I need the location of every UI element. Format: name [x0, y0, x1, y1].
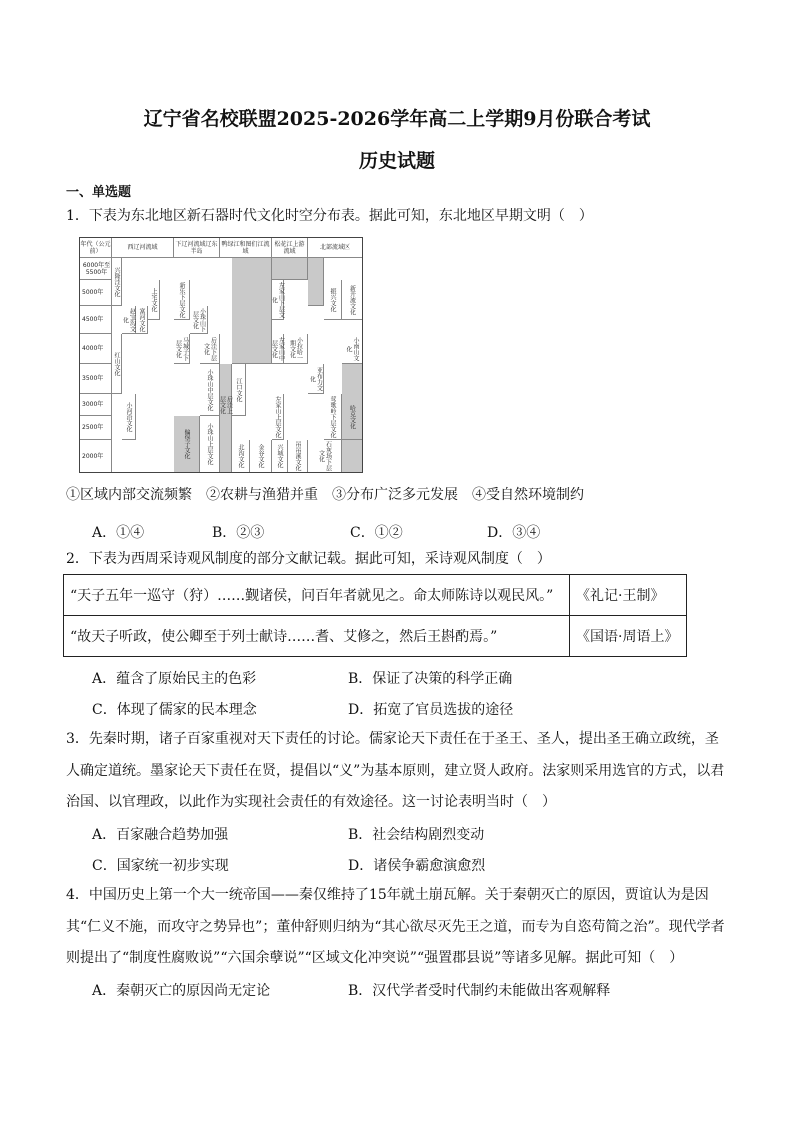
culture-label: 红山文化: [112, 334, 122, 394]
quote-cell: “天子五年一巡守（狩）……觐诸侯，问百年者就见之。命太师陈诗以观民风。”: [64, 575, 570, 616]
q3-option-b[interactable]: B．社会结构剧烈变动: [348, 827, 485, 843]
culture-label: 赵宝沟文化: [122, 306, 136, 334]
q2-option-b[interactable]: B．保证了决策的科学正确: [348, 671, 513, 687]
year-label: 4500年: [80, 306, 112, 334]
source-cell: 《国语·周语上》: [570, 616, 687, 657]
shaded-block: [220, 364, 232, 472]
question-1-statements: ①区域内部交流频繁 ②农耕与渔猎并重 ③分布广泛多元发展 ④受自然环境制约: [66, 487, 584, 503]
culture-label: 小珠山上层文化: [200, 416, 220, 472]
year-label: 3000年: [80, 394, 112, 416]
region-header: 西辽河流域: [112, 238, 174, 258]
shaded-block: [232, 258, 272, 364]
question-4-line: 4．中国历史上第一个大一统帝国——秦仅维持了15年就土崩瓦解。关于秦朝灭亡的原因，贾谊认为是因: [66, 887, 709, 903]
q1-option-d[interactable]: D．③④: [487, 525, 541, 541]
culture-label: 小拉哈一期文化: [284, 334, 308, 364]
table-row: [64, 575, 687, 616]
question-2-stem: 2．下表为西周采诗观风制度的部分文献记载。据此可知，采诗观风制度（ ）: [66, 551, 551, 567]
question-3-line: 治国、以官理政，以此作为实现社会责任的有效途径。这一讨论表明当时（ ）: [66, 794, 556, 810]
year-label: 4000年: [80, 334, 112, 364]
q3-option-a[interactable]: A．百家融合趋势加强: [92, 827, 229, 843]
culture-label: 左家山中层文化: [272, 334, 284, 364]
year-label: 2500年: [80, 416, 112, 440]
question-3-line: 人确定道统。墨家论天下责任在贤，提倡以“义”为基本原则，建立贤人政府。法家则采用选官的方式，以君: [66, 763, 725, 779]
culture-label: 金谷文化: [250, 440, 272, 472]
quote-cell: “故天子听政，使公卿至于列士献诗……耆、艾修之，然后王斟酌焉。”: [64, 616, 570, 657]
year-label: 5000年: [80, 280, 112, 306]
q3-option-d[interactable]: D．诸侯争霸愈演愈烈: [348, 858, 486, 874]
culture-label: 小南山文化: [342, 334, 362, 364]
question-4-line: 则提出了“制度性腐败说”“六国余孽说”“区域文化冲突说”“强置郡县说”等诸多见解。据此可知（ ）: [66, 950, 684, 966]
culture-label: 亚布力文化: [308, 364, 324, 394]
q1-option-a[interactable]: A．①④: [92, 525, 145, 541]
shaded-block: [272, 258, 308, 280]
year-label: 3500年: [80, 364, 112, 394]
culture-label: 小河沿文化: [122, 394, 136, 440]
culture-label: 小珠山中层文化: [200, 364, 220, 416]
question-3-line: 3．先秦时期，诸子百家重视对天下责任的讨论。儒家论天下责任在于圣王、圣人，提出圣王确立政统，圣: [66, 731, 719, 747]
region-header: 鸭绿江和图们江流域: [220, 238, 272, 258]
culture-label: 吊吊溪文化: [288, 440, 308, 472]
table-row: [64, 616, 687, 657]
culture-label: 莺歌岭下层文化: [324, 394, 342, 440]
q3-option-c[interactable]: C．国家统一初步实现: [92, 858, 229, 874]
source-cell: 《礼记·王制》: [570, 575, 687, 616]
q4-option-b[interactable]: B．汉代学者受时代制约未能做出客观解释: [348, 983, 611, 999]
region-header: 北部流域区: [308, 238, 362, 258]
q2-option-d[interactable]: D．拓宽了官员选拔的途径: [348, 702, 514, 718]
q4-option-a[interactable]: A．秦朝灭亡的原因尚无定论: [92, 983, 271, 999]
shaded-block: [308, 258, 324, 306]
culture-label: 振兴文化: [324, 280, 342, 320]
culture-label: 兴城文化: [272, 440, 288, 472]
culture-label: 左家山下层文化: [272, 280, 284, 320]
section-heading: 一、单选题: [66, 185, 132, 200]
culture-label: 小珠山下层文化: [190, 306, 208, 334]
year-header: 年代（公元前）: [80, 238, 112, 258]
culture-label: 石灰场下层文化: [308, 440, 342, 472]
q2-option-a[interactable]: A．蕴含了原始民主的色彩: [92, 671, 257, 687]
culture-label: 偏堡子文化: [174, 416, 200, 472]
question-1-stem: 1．下表为东北地区新石器时代文化时空分布表。据此可知，东北地区早期文明（ ）: [66, 208, 593, 224]
question-4-line: 其“仁义不施，而攻守之势异也”；董仲舒则归纳为“其心欲尽灭先王之道，而专为自恣苟简之治”。现代学者: [66, 919, 725, 935]
exam-subtitle: 历史试题: [358, 150, 435, 172]
culture-label: 富河文化: [136, 306, 148, 334]
culture-label: 哈克文化: [342, 394, 362, 440]
culture-label: 上宅文化: [148, 280, 160, 320]
exam-title: 辽宁省名校联盟2025-2026学年高二上学期9月份联合考试: [143, 108, 651, 130]
culture-label: 兴隆洼文化: [112, 258, 122, 306]
q2-option-c[interactable]: C．体现了儒家的民本理念: [92, 702, 257, 718]
region-header: 松花江上游流域: [272, 238, 308, 258]
culture-label: 北沟文化: [232, 440, 250, 472]
culture-label: 左家山上层文化: [272, 394, 284, 440]
region-header: 下辽河流域辽东半岛: [174, 238, 220, 258]
year-label: 6000年至5500年: [80, 258, 112, 280]
culture-label: 马城子下层文化: [174, 334, 190, 364]
culture-distribution-table: [79, 237, 363, 473]
culture-label: 后洼上层文化: [218, 396, 233, 414]
culture-label: 后洼下层文化: [200, 334, 220, 364]
source-table: [63, 574, 687, 657]
q1-option-c[interactable]: C．①②: [350, 525, 403, 541]
culture-label: 新乐下层文化: [174, 280, 190, 320]
culture-label: 新开流文化: [342, 280, 362, 320]
culture-label: 江口文化: [232, 364, 246, 416]
year-label: 2000年: [80, 440, 112, 472]
q1-option-b[interactable]: B．②③: [212, 525, 265, 541]
